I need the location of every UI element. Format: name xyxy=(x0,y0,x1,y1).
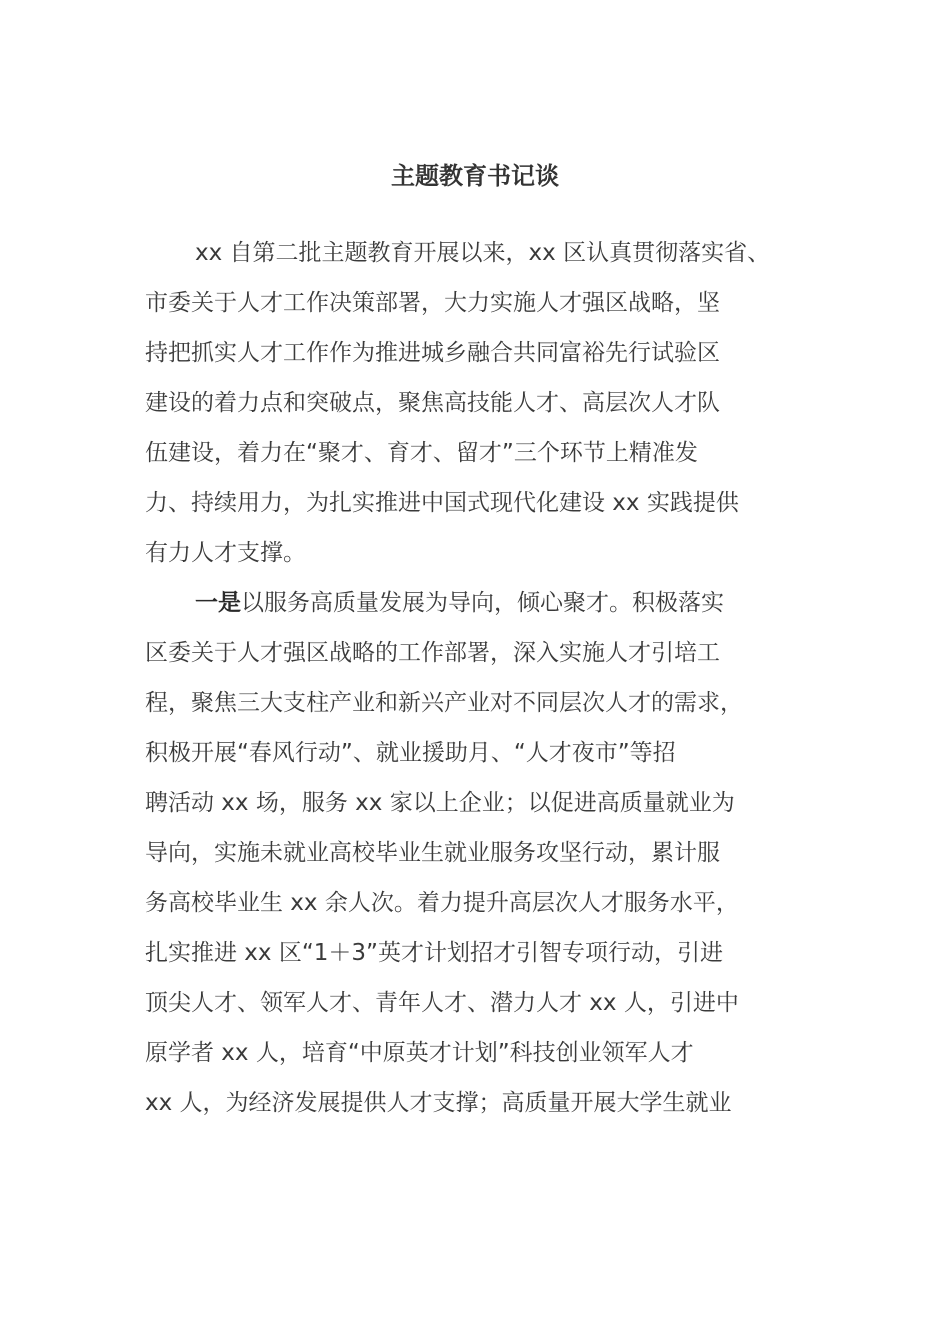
paragraph-2-line: 区委关于人才强区战略的工作部署，深入实施人才引培工 xyxy=(145,640,720,666)
paragraph-1-line: 建设的着力点和突破点，聚焦高技能人才、高层次人才队 xyxy=(145,390,720,416)
paragraph-2-first-line xyxy=(145,578,845,628)
paragraph-2-line: 务高校毕业生 xx 余人次。着力提升高层次人才服务水平， xyxy=(145,890,739,916)
document-body xyxy=(145,228,845,1128)
paragraph-2-line: 扎实推进 xx 区“1＋3”英才计划招才引智专项行动，引进 xyxy=(145,940,723,966)
paragraph-2-line: 程，聚焦三大支柱产业和新兴产业对不同层次人才的需求， xyxy=(145,690,743,716)
paragraph-1-line: 伍建设，着力在“聚才、育才、留才”三个环节上精准发 xyxy=(145,440,698,466)
paragraph-1-line: 持把抓实人才工作作为推进城乡融合共同富裕先行试验区 xyxy=(145,340,720,366)
document-title: 主题教育书记谈 xyxy=(391,162,559,190)
paragraph-2-first-line-text: 以服务高质量发展为导向，倾心聚才。积极落实 xyxy=(241,590,724,616)
paragraph-2-line: 顶尖人才、领军人才、青年人才、潜力人才 xx 人，引进中 xyxy=(145,990,739,1016)
paragraph-2-line: xx 人，为经济发展提供人才支撑；高质量开展大学生就业 xyxy=(145,1090,732,1116)
paragraph-1-line: 市委关于人才工作决策部署，大力实施人才强区战略，坚 xyxy=(145,290,720,316)
paragraph-2-line: 原学者 xx 人，培育“中原英才计划”科技创业领军人才 xyxy=(145,1040,694,1066)
paragraph-1-line: 有力人才支撑。 xyxy=(145,540,306,566)
paragraph-1-line: 力、持续用力，为扎实推进中国式现代化建设 xx 实践提供 xyxy=(145,490,739,516)
paragraph-2-line: 聘活动 xx 场，服务 xx 家以上企业；以促进高质量就业为 xyxy=(145,790,735,816)
paragraph-1-line: xx 自第二批主题教育开展以来，xx 区认真贯彻落实省、 xyxy=(195,240,771,266)
paragraph-2-line: 积极开展“春风行动”、就业援助月、“人才夜市”等招 xyxy=(145,740,676,766)
paragraph-2-line: 导向，实施未就业高校毕业生就业服务攻坚行动，累计服 xyxy=(145,840,720,866)
paragraph-2-lead: 一是 xyxy=(195,590,241,616)
